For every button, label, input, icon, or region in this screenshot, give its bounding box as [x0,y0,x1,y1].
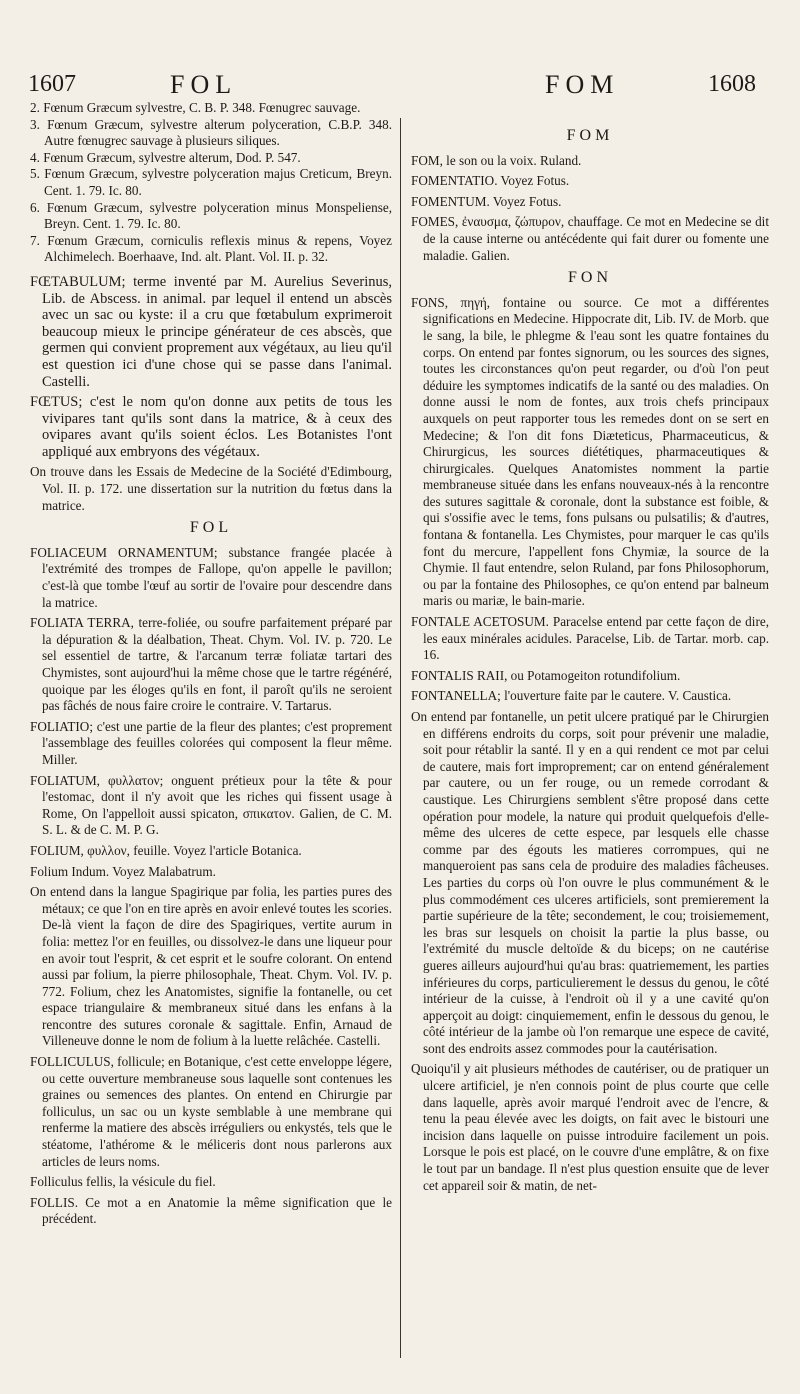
entry-fontale-acetosum: FONTALE ACETOSUM. Paracelse entend par cette façon de dire, les eaux minérales acidules. Paracelse, Lib. de Tartar. morb. cap. 16. [411,614,769,663]
list-item: 4. Fœnum Græcum, sylvestre alterum, Dod. P. 547. [30,149,301,165]
page-number-right: 1608 [708,71,756,97]
entry-foliaceum: FOLIACEUM ORNAMENTUM; substance frangée placée à l'extrémité des trompes de Fallope, qu'on appelle le pavillon; c'est-là que tombe l'œuf au sortir de l'ovaire pour descendre dans la matrice. [30,544,392,610]
entry-fontanelle: On entend par fontanelle, un petit ulcere pratiqué par le Chirurgien en différens endroits du corps, soit pour prévenir une maladie, soit pour rétablir la santé. Il y en a qui rendent ce mot par celui de cautere, mais fort improprement; car on entend généralement par cautere, ou un fer rouge, ou un remede corrodant & caustique. Les Chirurgiens semblent s'être proposé dans cette opération pour modele, la nature qui produit quelquefois d'elle-même des ulceres de cette espece, par lesquels elle chasse comme par des égouts les matieres corrompues, qui ne manqueroient pas sans cela de produire des maladies fâcheuses. Les parties du corps où l'on ouvre le plus communément & le plus commodément ces ulceres artificiels, sont premierement la partie supérieure de la tête; secondement, le cou; troisiemement, les bras sur lesquels on choisit la partie la plus basse, ou l'extrémité du muscle deltoïde & du biceps; on ne cautérise gueres ailleurs aujourd'hui qu'au bras: quatriemement, les parties inférieures du corps, particulierement le dessus du genou, le côté intérieur de la cuisse, à l'endroit où il y a une cavité qu'on apperçoit au doigt: cinquiemement, enfin le dessous du genou, le côté intérieur de la jambe où l'on remarque une espece de cavité, sont des endroits assez commodes pour la cautérisation. [411,709,769,1056]
entry-foliatio: FOLIATIO; c'est une partie de la fleur des plantes; c'est proprement l'assemblage des feuilles colorées qui composent la fleur même. Miller. [30,718,392,767]
list-item: 5. Fœnum Græcum, sylvestre polyceration majus Creticum, Breyn. Cent. 1. 79. Ic. 80. [30,166,392,198]
list-item: 6. Fœnum Græcum, sylvestre polyceration minus Monspeliense, Breyn. Cent. 1. 79. Ic. 80. [30,199,392,232]
entry-foetus: FŒTUS; c'est le nom qu'on donne aux petits de tous les vivipares tant qu'ils sont dans la matrice, & à ceux des ovipares avant qu'ils soient éclos. Les Botanistes l'ont appliqué aux embryons des végétaux. [30,394,392,460]
running-head-left: FOL [170,70,238,99]
entry-foliatum: FOLIATUM, φυλλατον; onguent prétieux pour la tête & pour l'estomac, dont il n'y avoit que les riches qui fissent usage à Rome, On l'appelloit aussi spicaton, σπικατον. Galien, de C. M. S. L. & de C. M. P. G. [30,772,392,838]
column-divider [400,118,401,1358]
entry-folium-indum: Folium Indum. Voyez Malabatrum. [30,863,216,879]
entry-fontanella: FONTANELLA; l'ouverture faite par le cautere. V. Caustica. [411,688,732,704]
entry-fomentatio: FOMENTATIO. Voyez Fotus. [411,173,570,189]
entry-foetus-note: On trouve dans les Essais de Medecine de la Société d'Edimbourg, Vol. II. p. 172. une dissertation sur la nutrition du fœtus dans la matrice. [30,464,392,513]
entry-foliata-terra: FOLIATA TERRA, terre-foliée, ou soufre parfaitement préparé par la dépuration & la déalbation, Theat. Chym. Vol. IV. p. 720. Le sel essentiel de tartre, & l'arcanum terræ foliatæ tartari des Chymistes, sont aujourd'hui la même chose que le tartre régénéré, quoique par les éloges qu'ils en font, il paroît qu'ils ne seroient pas fâchés de nous faire croire le contraire. V. Tartarus. [30,615,392,714]
entry-folliculus: FOLLICULUS, follicule; en Botanique, c'est cette enveloppe légere, ou cette ouverture membraneuse sous laquelle sont contenues les graines ou semences des plantes. On entend en Chirurgie par folliculus, un sac ou un kyste semblable à une membrane qui renferme la matiere des abscès irréguliers ou enkystés, tels que le stéatome, l'athérome & le méliceris dont nous parlerons aux articles de leurs noms. [30,1054,392,1169]
entry-foetabulum: FŒTABULUM; terme inventé par M. Aurelius Severinus, Lib. de Abscess. in animal. par lequel il entend un abscès avec un sac ou kyste: il a cru que fœtabulum exprimeroit beaucoup mieux le principe générateur de ces abscès, que germen qui convient proprement aux végétaux, au lieu qu'il est question ici d'une chose qui se passe dans l'animal. Castelli. [30,273,392,390]
section-heading-fom: FOM [566,127,614,144]
running-head-right: FOM [545,70,620,99]
entry-fontalis-raii: FONTALIS RAII, ou Potamogeiton rotundifolium. [411,667,681,683]
right-column [411,122,769,1198]
list-item: 3. Fœnum Græcum, sylvestre alterum polyceration, C.B.P. 348. Autre fœnugrec sauvage à plusieurs siliques. [30,116,392,149]
entry-fomentum: FOMENTUM. Voyez Fotus. [411,193,562,209]
entry-folium: FOLIUM, φυλλον, feuille. Voyez l'article Botanica. [30,842,302,858]
species-list [30,100,392,266]
section-heading-fon: FON [567,269,612,287]
list-item: 2. Fœnum Græcum sylvestre, C. B. P. 348. Fœnugrec sauvage. [30,100,361,115]
entry-folia-spagirique: On entend dans la langue Spagirique par folia, les parties pures des métaux; ce que l'on en tire après en avoir enlevé toutes les scories. De-là vient la façon de dire des Spagiriques, vertite aurum in folia: mettez l'or en feuilles, ou dissolvez-le dans une liqueur pour en avoir tout l'esprit, & cet esprit et le soufre colorant. On entend aussi par folium, la pierre philosophale, Theat. Chym. Vol. IV. p. 772. Folium, chez les Anatomistes, signifie la fontanelle, ou cet espace triangulaire & membraneux situé dans les enfans à la rencontre des sutures coronale & sagittale. Enfin, Arnaud de Villeneuve donne le nom de folium à la luette relâchée. Castelli. [30,884,392,1049]
page-number-left: 1607 [28,71,76,97]
list-item: 7. Fœnum Græcum, corniculis reflexis minus & repens, Voyez Alchimelech. Boerhaave, Ind. alt. Plant. Vol. II. p. 32. [30,232,392,265]
left-column [30,100,392,1232]
entry-follis: FOLLIS. Ce mot a en Anatomie la même signification que le précédent. [30,1194,392,1227]
entry-folliculus-fellis: Folliculus fellis, la vésicule du fiel. [30,1174,216,1190]
section-heading-fol: FOL [189,519,233,537]
entry-fomes: FOMES, ἐναυσμα, ζώπυρον, chauffage. Ce mot en Medecine se dit de la cause interne ou antécédente qui fait durer ou fomente une maladie. Galien. [411,214,769,263]
entry-fons: FONS, πηγή, fontaine ou source. Ce mot a différentes significations en Medecine. Hippocrate dit, Lib. IV. de Morb. que le sang, la bile, le phlegme & l'eau sont les quatre fontaines du corps. On entend par fontes signorum, ou les sources des signes, toutes les circonstances qu'on peut regarder, ou d'où l'on peut déduire les symptomes indicatifs de la santé ou des maladies. On donne aussi le nom de fontes, aux trois chefs principaux auxquels on peut rapporter tous les remedes dont on se sert en Medecine; & l'on dit fons Diæteticus, Pharmaceuticus, & Chirurgicus, les sources diététiques, pharmaceutiques & chirurgicales. Quelques Anatomistes nomment la partie membraneuse située dans les enfans nouveaux-nés à la rencontre des sutures sagittale & coronale, dont la substance est foible, & qui s'ossifie avec le tems, fons pulsans ou pulsatilis; & d'autres, fontana & fontanella. Les Chymistes, pour marquer le cas qu'ils font du mercure, l'appellent fons Chymiæ, la source de la Chymie. Il faut entendre, selon Ruland, par fons Philosophorum, ou par la fontaine des Philosophes, ce qu'on entend par balneum maris ou mariæ, le bain-marie. [411,294,769,609]
entry-cauteriser: Quoiqu'il y ait plusieurs méthodes de cautériser, ou de pratiquer un ulcere artificiel, je n'en connois point de plus courte que celle dans laquelle, après avoir marqué l'endroit avec de l'encre, & tenu la peau élevée avec les doigts, on fait avec le bistouri une incision dans laquelle on puisse introduire facilement un pois. Lorsque le pois est placé, on le couvre d'une emplâtre, & on fixe le tout par un bandage. Il n'est plus question ensuite que de lever cet appareil soir & matin, de net- [411,1061,769,1193]
entry-fom: FOM, le son ou la voix. Ruland. [411,152,582,168]
